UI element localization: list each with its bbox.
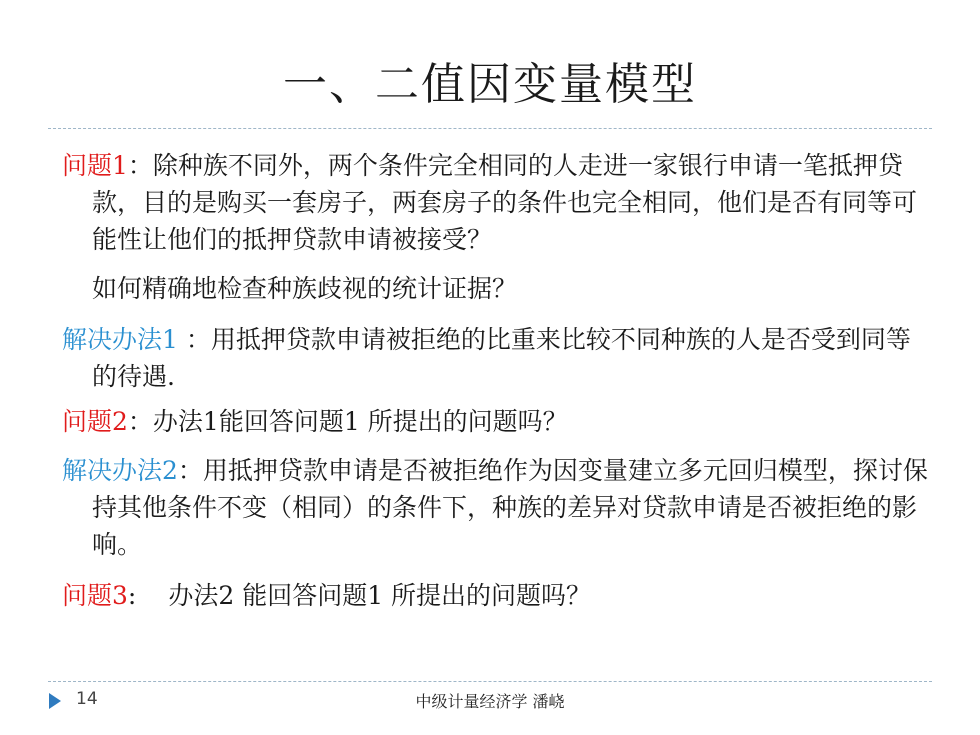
question-2-text: 办法1能回答问题1 所提出的问题吗？ — [152, 407, 568, 436]
slide-footer — [0, 687, 980, 717]
solution-2-paragraph — [62, 452, 932, 563]
slide-title: 一、二值因变量模型 — [283, 59, 697, 110]
solution-1-paragraph — [62, 321, 932, 395]
footer-divider — [48, 681, 932, 682]
solution-2-text: 用抵押贷款申请是否被拒绝作为因变量建立多元回归模型，探讨保持其他条件不变（相同）的条件下，种族的差异对贷款申请是否被拒绝的影响。 — [92, 456, 928, 559]
question-2-paragraph — [62, 403, 932, 440]
solution-1-label: 解决办法1 — [62, 325, 178, 354]
question-2-label: 问题2 — [62, 407, 128, 436]
page-number: 14 — [76, 689, 98, 709]
solution-2-label: 解决办法2 — [62, 456, 178, 485]
solution-1-text: 用抵押贷款申请被拒绝的比重来比较不同种族的人是否受到同等的待遇. — [92, 325, 911, 391]
question-1-followup: 如何精确地检查种族歧视的统计证据？ — [92, 274, 518, 303]
solution-1-separator: ： — [177, 325, 211, 354]
question-3-paragraph — [62, 577, 932, 614]
solution-2-separator: ： — [177, 456, 203, 485]
footer-course-author: 中级计量经济学 潘峣 — [415, 692, 565, 711]
question-1-label: 问题1 — [62, 151, 128, 180]
question-1-text: 除种族不同外，两个条件完全相同的人走进一家银行申请一笔抵押贷款，目的是购买一套房子，两套房子的条件也完全相同，他们是否有同等可能性让他们的抵押贷款申请被接受？ — [92, 151, 918, 254]
title-divider — [48, 128, 932, 129]
question-3-label: 问题3 — [62, 581, 128, 610]
question-2-separator: ： — [127, 407, 153, 436]
slide-body — [62, 147, 932, 614]
question-1-separator: ： — [127, 151, 153, 180]
question-1-paragraph — [62, 147, 932, 258]
question-3-separator: : — [127, 581, 137, 610]
question-3-text: 办法2 能回答问题1 所提出的问题吗？ — [168, 581, 592, 610]
